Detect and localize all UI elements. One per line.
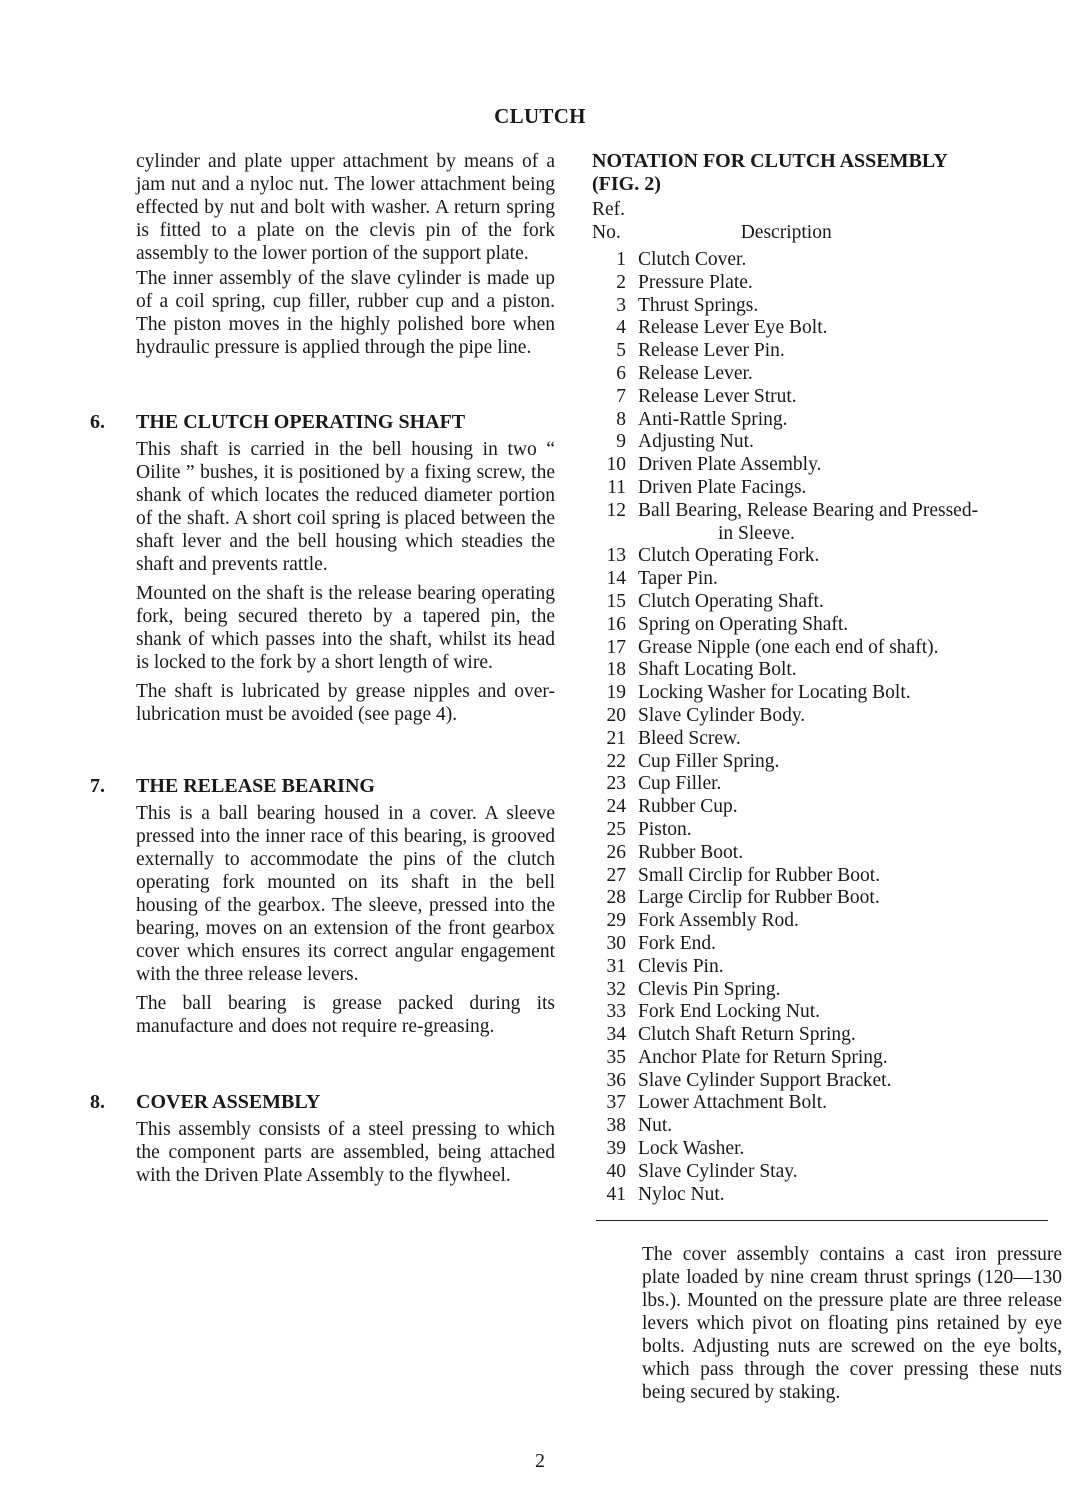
item-description — [638, 887, 1062, 910]
item-description-text: Spring on Operating Shaft. — [638, 613, 849, 635]
ref-number: 24 — [606, 796, 626, 818]
item-description-text: Bleed Screw. — [638, 727, 741, 749]
item-description-text: Clutch Cover. — [638, 249, 747, 270]
item-description — [638, 317, 1062, 340]
section-paragraph: This is a ball bearing housed in a cover. A sleeve pressed into the inner race of this bearing, is grooved externally to accommodate the pins of the clutch operating fork mounted on its shaft in the bell housing of the gearbox. The sleeve, pressed into the bearing, moves on an extension of the front gearbox cover which ensures its correct angular engagement with the three release levers. — [136, 803, 555, 985]
list-item — [592, 477, 1062, 500]
ref-number: 19 — [606, 682, 626, 704]
item-description — [638, 1161, 1062, 1184]
item-description — [638, 477, 1062, 500]
cover-assembly-paragraph: The cover assembly contains a cast iron pressure plate loaded by nine cream thrust springs (120—130 lbs.). Mounted on the pressure plate are three release levers which pivot on floating pins retained by eye bolts. Adjusting nuts are screwed on the eye bolts, which pass through the cover pressing these nuts being secured by staking. — [642, 1244, 1062, 1404]
list-item — [592, 773, 1062, 796]
list-item — [592, 637, 1062, 660]
section-paragraph: This shaft is carried in the bell housing in two “ Oilite ” bushes, it is positioned by a fixing screw, the shank of which locates the reduced diameter portion of the shaft. A short coil spring is placed between the shaft lever and the bell housing which steadies the shaft and prevents rattle. — [136, 439, 555, 575]
section-clutch-operating-shaft — [90, 410, 555, 726]
item-description-text: Small Circlip for Rubber Boot. — [638, 864, 881, 886]
item-description-text: Clutch Operating Fork. — [638, 545, 820, 567]
list-item — [592, 614, 1062, 637]
list-item — [592, 1138, 1062, 1161]
item-description-text: Rubber Boot. — [638, 841, 744, 863]
ref-number: 15 — [606, 590, 626, 612]
item-description — [638, 1184, 1062, 1207]
right-column — [592, 150, 1062, 1404]
item-description — [638, 659, 1062, 682]
item-description — [638, 409, 1062, 432]
ref-number: 25 — [606, 818, 626, 840]
item-description-text: Piston. — [638, 818, 692, 840]
item-description-text: Lower Attachment Bolt. — [638, 1092, 828, 1114]
list-item — [592, 705, 1062, 728]
item-description-text: Lock Washer. — [638, 1138, 745, 1160]
section-heading — [90, 774, 555, 798]
list-item — [592, 340, 1062, 363]
item-description-text: Nyloc Nut. — [638, 1183, 725, 1205]
ref-number: 36 — [606, 1069, 626, 1091]
ref-number: 17 — [606, 636, 626, 658]
list-item — [592, 1047, 1062, 1070]
list-item — [592, 842, 1062, 865]
ref-number: 40 — [606, 1160, 626, 1182]
list-item — [592, 386, 1062, 409]
list-item — [592, 1115, 1062, 1138]
divider-rule — [596, 1220, 1048, 1221]
item-description — [638, 1070, 1062, 1093]
item-description — [638, 249, 1062, 272]
item-description — [638, 1092, 1062, 1115]
item-description — [638, 614, 1062, 637]
list-item — [592, 1070, 1062, 1093]
notation-figure-ref: (FIG. 2) — [592, 173, 661, 195]
item-description-text: Pressure Plate. — [638, 271, 753, 293]
item-description-text: Anti-Rattle Spring. — [638, 408, 788, 430]
item-description-text: Release Lever Pin. — [638, 340, 785, 362]
ref-number: 6 — [616, 362, 626, 384]
section-release-bearing — [90, 774, 555, 1038]
item-description — [638, 637, 1062, 660]
list-item — [592, 887, 1062, 910]
ref-label: Ref. — [592, 199, 626, 220]
intro-paragraph-1: cylinder and plate upper attachment by means of a jam nut and a nyloc nut. The lower attachment being effected by nut and bolt with washer. A return spring is fitted to a plate on the clevis pin of the fork assembly to the lower portion of the support plate. — [136, 151, 555, 264]
list-item — [592, 728, 1062, 751]
ref-number: 7 — [616, 385, 626, 407]
item-description-text: Shaft Locating Bolt. — [638, 659, 797, 681]
item-description-text: Taper Pin. — [638, 568, 718, 590]
list-item — [592, 591, 1062, 614]
ref-number: 13 — [606, 545, 626, 567]
ref-number: 11 — [607, 476, 626, 498]
item-description — [638, 1024, 1062, 1047]
ref-number: 34 — [606, 1024, 626, 1046]
list-item — [592, 1161, 1062, 1184]
item-description — [638, 933, 1062, 956]
list-item — [592, 819, 1062, 842]
ref-number: 30 — [606, 932, 626, 954]
section-number: 8. — [90, 1091, 105, 1113]
list-item — [592, 272, 1062, 295]
list-item — [592, 431, 1062, 454]
item-description — [638, 819, 1062, 842]
item-description — [638, 568, 1062, 591]
ref-number: 26 — [606, 841, 626, 863]
list-item — [592, 317, 1062, 340]
item-description — [638, 272, 1062, 295]
list-item — [592, 545, 1062, 568]
ref-number: 12 — [606, 499, 626, 521]
list-item — [592, 933, 1062, 956]
notation-list — [592, 249, 1062, 1206]
item-description-text: Driven Plate Assembly. — [638, 454, 822, 476]
item-description-text: Cup Filler Spring. — [638, 750, 780, 772]
section-paragraph: The ball bearing is grease packed during its manufacture and does not require re-greasing. — [136, 993, 555, 1037]
item-description-text: Slave Cylinder Support Bracket. — [638, 1069, 892, 1091]
ref-number: 31 — [606, 955, 626, 977]
item-description-text: Clevis Pin Spring. — [638, 978, 781, 1000]
item-description — [638, 1001, 1062, 1024]
item-description — [638, 1138, 1062, 1161]
ref-number: 41 — [606, 1183, 626, 1205]
page-number: 2 — [535, 1450, 545, 1472]
item-description — [638, 295, 1062, 318]
item-description-text: Fork End Locking Nut. — [638, 1001, 820, 1023]
item-description — [638, 500, 1062, 546]
list-item — [592, 910, 1062, 933]
item-description-text: Clutch Operating Shaft. — [638, 590, 824, 612]
section-paragraph: Mounted on the shaft is the release bearing operating fork, being secured thereto by a tapered pin, the shank of which passes into the shaft, whilst its head is locked to the fork by a short length of wire. — [136, 583, 555, 673]
ref-number: 28 — [606, 887, 626, 909]
page-title: CLUTCH — [494, 104, 586, 128]
ref-number: 20 — [606, 704, 626, 726]
ref-number: 22 — [606, 750, 626, 772]
ref-number: 18 — [606, 659, 626, 681]
item-description — [638, 728, 1062, 751]
section-number: 7. — [90, 775, 105, 797]
list-item — [592, 865, 1062, 888]
section-title: COVER ASSEMBLY — [136, 1091, 321, 1113]
list-item — [592, 796, 1062, 819]
item-description — [638, 431, 1062, 454]
list-item — [592, 1184, 1062, 1207]
item-description — [638, 979, 1062, 1002]
item-description — [638, 842, 1062, 865]
list-column-headers — [592, 221, 1062, 244]
item-description — [638, 705, 1062, 728]
list-item — [592, 295, 1062, 318]
ref-number: 38 — [606, 1115, 626, 1137]
item-description-text: Clevis Pin. — [638, 955, 724, 977]
item-description-text: Release Lever Strut. — [638, 385, 797, 407]
list-item — [592, 500, 1062, 546]
item-description-continuation: in Sleeve. — [718, 522, 795, 544]
section-paragraph: This assembly consists of a steel pressing to which the component parts are assembled, being attached with the Driven Plate Assembly to the flywheel. — [136, 1119, 555, 1186]
item-description — [638, 865, 1062, 888]
item-description-text: Rubber Cup. — [638, 796, 738, 818]
item-description — [638, 956, 1062, 979]
ref-number: 2 — [616, 271, 626, 293]
item-description — [638, 591, 1062, 614]
item-description-text: Slave Cylinder Body. — [638, 704, 806, 726]
item-description-text: Locking Washer for Locating Bolt. — [638, 682, 911, 704]
item-description-text: Grease Nipple (one each end of shaft). — [638, 636, 939, 658]
intro-paragraph-2: The inner assembly of the slave cylinder is made up of a coil spring, cup filler, rubber cup and a piston. The piston moves in the highly polished bore when hydraulic pressure is applied through the pipe line. — [136, 268, 555, 358]
ref-number: 5 — [616, 340, 626, 362]
item-description-text: Driven Plate Facings. — [638, 476, 807, 498]
list-item — [592, 682, 1062, 705]
section-heading — [90, 1090, 555, 1114]
notation-title: NOTATION FOR CLUTCH ASSEMBLY — [592, 150, 948, 172]
ref-number: 8 — [616, 408, 626, 430]
section-cover-assembly — [90, 1090, 555, 1187]
ref-number: 29 — [606, 910, 626, 932]
list-item — [592, 363, 1062, 386]
description-label: Description — [740, 222, 832, 243]
item-description-text: Release Lever Eye Bolt. — [638, 317, 828, 339]
list-item — [592, 1001, 1062, 1024]
section-title: THE RELEASE BEARING — [136, 775, 375, 797]
ref-number: 9 — [616, 431, 626, 453]
item-description-text: Thrust Springs. — [638, 294, 759, 316]
item-description — [638, 363, 1062, 386]
item-description — [638, 545, 1062, 568]
list-item — [592, 249, 1062, 272]
list-item — [592, 454, 1062, 477]
item-description-text: Clutch Shaft Return Spring. — [638, 1024, 856, 1046]
list-item — [592, 751, 1062, 774]
ref-number: 39 — [606, 1138, 626, 1160]
ref-number: 23 — [606, 773, 626, 795]
ref-number: 3 — [616, 294, 626, 316]
ref-number: 10 — [606, 454, 626, 476]
ref-number: 32 — [606, 978, 626, 1000]
ref-number: 35 — [606, 1046, 626, 1068]
item-description — [638, 682, 1062, 705]
item-description-text: Fork End. — [638, 932, 716, 954]
left-column — [90, 150, 555, 1187]
ref-number: 1 — [616, 249, 626, 270]
item-description-text: Cup Filler. — [638, 773, 722, 795]
list-item — [592, 956, 1062, 979]
section-heading — [90, 410, 555, 434]
item-description-text: Nut. — [638, 1115, 673, 1137]
list-item — [592, 979, 1062, 1002]
ref-number: 33 — [606, 1001, 626, 1023]
item-description-text: Ball Bearing, Release Bearing and Pressed- — [638, 499, 979, 521]
list-item — [592, 1024, 1062, 1047]
item-description — [638, 796, 1062, 819]
item-description-text: Fork Assembly Rod. — [638, 910, 799, 932]
no-label: No. — [592, 222, 621, 243]
item-description — [638, 910, 1062, 933]
section-number: 6. — [90, 411, 105, 433]
ref-number: 21 — [606, 727, 626, 749]
item-description-text: Large Circlip for Rubber Boot. — [638, 887, 880, 909]
list-item — [592, 1092, 1062, 1115]
item-description-text: Adjusting Nut. — [638, 431, 754, 453]
item-description — [638, 773, 1062, 796]
item-description — [638, 454, 1062, 477]
ref-number: 14 — [606, 568, 626, 590]
list-item — [592, 409, 1062, 432]
section-title: THE CLUTCH OPERATING SHAFT — [136, 411, 466, 433]
ref-number: 4 — [616, 317, 626, 339]
item-description — [638, 1115, 1062, 1138]
item-description — [638, 340, 1062, 363]
item-description-text: Anchor Plate for Return Spring. — [638, 1046, 888, 1068]
item-description-text: Release Lever. — [638, 362, 753, 384]
item-description-text: Slave Cylinder Stay. — [638, 1160, 798, 1182]
item-description — [638, 386, 1062, 409]
ref-number: 37 — [606, 1092, 626, 1114]
list-item — [592, 568, 1062, 591]
section-paragraph: The shaft is lubricated by grease nipples and over-lubrication must be avoided (see page 4). — [136, 681, 555, 725]
item-description — [638, 1047, 1062, 1070]
item-description — [638, 751, 1062, 774]
list-item — [592, 659, 1062, 682]
ref-number: 16 — [606, 613, 626, 635]
ref-number: 27 — [606, 864, 626, 886]
